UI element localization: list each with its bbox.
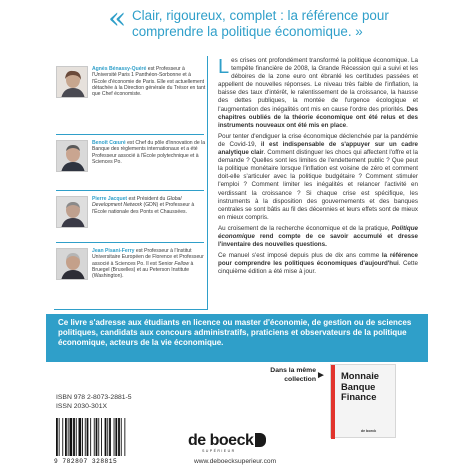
paragraph-text: Pour tenter d'endiguer la crise économique déclenchée par la pandémie de Covid-19, xyxy=(218,132,418,148)
publisher-sub: SUPÉRIEUR xyxy=(202,449,236,453)
audience-text: Ce livre s'adresse aux étudiants en licence ou master d'économie, de gestion ou de sciences politiques, candidats aux concours administratifs, praticiens et observateurs de la politique économique, acteurs de la vie économique. xyxy=(58,318,412,348)
author-photo xyxy=(56,140,88,172)
author-name: Jean Pisani-Ferry xyxy=(92,248,135,254)
paragraph-2 xyxy=(218,133,418,222)
author-bio-italic: Fellow xyxy=(174,260,190,267)
author-photo xyxy=(56,248,88,280)
paragraph-bold: la référence pour comprendre les politiques économiques d'aujourd'hui xyxy=(218,252,419,268)
quote-mark: « xyxy=(108,1,127,36)
author-bio-text: à Bruegel (Bruxelles) et au Peterson Institute (Washington). xyxy=(92,260,194,280)
paragraph-text: . Cette cinquième édition a été mise à jour. xyxy=(218,260,418,276)
author-name: Agnès Bénassy-Quéré xyxy=(92,66,147,72)
isbn-number: ISBN 978 2-8073-2881-5 xyxy=(56,394,132,401)
publisher-logo-text: de boeck xyxy=(188,432,254,449)
book-title: Monnaie Banque Finance xyxy=(341,370,380,402)
author-name: Pierre Jacquet xyxy=(92,196,128,202)
paragraph-1 xyxy=(218,57,418,130)
author-divider xyxy=(56,242,204,243)
publisher-d-icon xyxy=(255,433,266,447)
barcode xyxy=(54,418,146,468)
audience-band xyxy=(46,314,428,362)
authors-column xyxy=(56,60,206,308)
cover-quote: Clair, rigoureux, complet : la référence pour comprendre la politique économique. » xyxy=(132,8,389,39)
description-text xyxy=(218,57,418,279)
paragraph-text: . Comment distinguer les chocs qui affectent l'offre et la demande ? Quelles sont les limites de l'endettement public ? Que peut la politique monétaire lorsque l'inflation est voisine de zéro et comment doit-elle s'articuler avec la politique budgétaire ? Comment stimuler l'emploi ? Comment limiter les inégalités et relancer l'activité en verdissant la croissance ? Si chaque crise est spécifique, les instruments à la disposition des gouvernements et des banques centrales se sont bâtis au fil des décennies et leurs effets sont de mieux en mieux compris. xyxy=(218,149,419,221)
author-bio xyxy=(92,66,206,97)
drop-cap: L xyxy=(218,56,230,78)
author-bio-text: est Professeur à l'Université Paris 1 Panthéon-Sorbonne et à l'École d'économie de Paris. Elle est actuellement détachée à la Direction générale du Trésor en tant que Chef économiste. xyxy=(92,66,206,98)
author-bio xyxy=(92,140,206,165)
barcode-icon xyxy=(54,418,146,458)
author-photo xyxy=(56,196,88,228)
publisher-logo xyxy=(188,432,288,468)
paragraph-bold: il est indispensable de s'appuyer sur un cadre analytique clair xyxy=(218,140,418,157)
author-photo xyxy=(56,66,88,98)
paragraph-text: Ce manuel s'est imposé depuis plus de dix ans comme xyxy=(218,252,382,260)
publisher-logo-mark xyxy=(188,432,266,450)
paragraph-bold: rend compte de ce savoir accumulé et dresse l'inventaire des nouvelles questions. xyxy=(218,232,418,249)
arrow-right-icon: ► xyxy=(316,370,326,381)
portrait-icon xyxy=(57,197,88,228)
portrait-icon xyxy=(57,141,88,172)
author-bio xyxy=(92,248,206,279)
author-divider xyxy=(56,190,204,191)
book-publisher: de boeck xyxy=(361,429,377,433)
author-bio-text: est Professeur à l'Institut Universitaire Européen de Florence et Professeur associé à Sciences Po. Il est Senior xyxy=(92,248,204,267)
author-bio-italic: Global Development Network xyxy=(92,196,182,209)
author-divider xyxy=(56,134,204,135)
isbn-block xyxy=(56,393,132,411)
publisher-url[interactable]: www.deboecksuperieur.com xyxy=(194,458,277,465)
portrait-icon xyxy=(57,249,88,280)
author-name: Benoît Cœuré xyxy=(92,140,126,146)
issn-number: ISSN 2030-301X xyxy=(56,403,108,410)
paragraph-4 xyxy=(218,252,418,276)
cover-stripe xyxy=(331,365,335,439)
author-bio xyxy=(92,196,206,215)
paragraph-bold-italic: Politique économique xyxy=(218,224,418,240)
author-bio-text: est Président du xyxy=(127,196,167,202)
portrait-icon xyxy=(57,67,88,98)
author-bio-text: (GDN) et Professeur à l'École nationale des Ponts et Chaussées. xyxy=(92,202,195,215)
paragraph-text: Au croisement de la recherche économique et de la pratique, xyxy=(218,224,392,232)
paragraph-text: . xyxy=(346,121,348,129)
author-bio-text: est Chef du pôle d'innovation de la Banque des règlements internationaux et a été Professeur associé à l'École polytechnique et à Sciences Po. xyxy=(92,140,206,165)
paragraph-text: es crises ont profondément transformé la politique économique. La tempête financière de 2008, la Grande Récession qui a suivi et les déboires de la zone euro ont ébranlé les certitudes passées et appellent de nouvelles réponses. Le niveau très faible de l'inflation, la baisse des taux d'intérêt, le ralentissement de la croissance, la hausse des dettes publiques, la montée de l'urgence écologique et l'augmentation des inégalités ont mis en cause l'ordre des priorités. xyxy=(218,57,418,113)
paragraph-bold: Des chapitres oubliés de la théorie économique ont été relus et des instruments nouveaux ont été mis en place xyxy=(218,105,418,129)
collection-label: Dans la même collection xyxy=(270,367,316,383)
barcode-digits: 9 782807 328815 xyxy=(54,458,118,465)
collection-book-cover[interactable] xyxy=(330,364,396,438)
paragraph-3 xyxy=(218,225,418,249)
